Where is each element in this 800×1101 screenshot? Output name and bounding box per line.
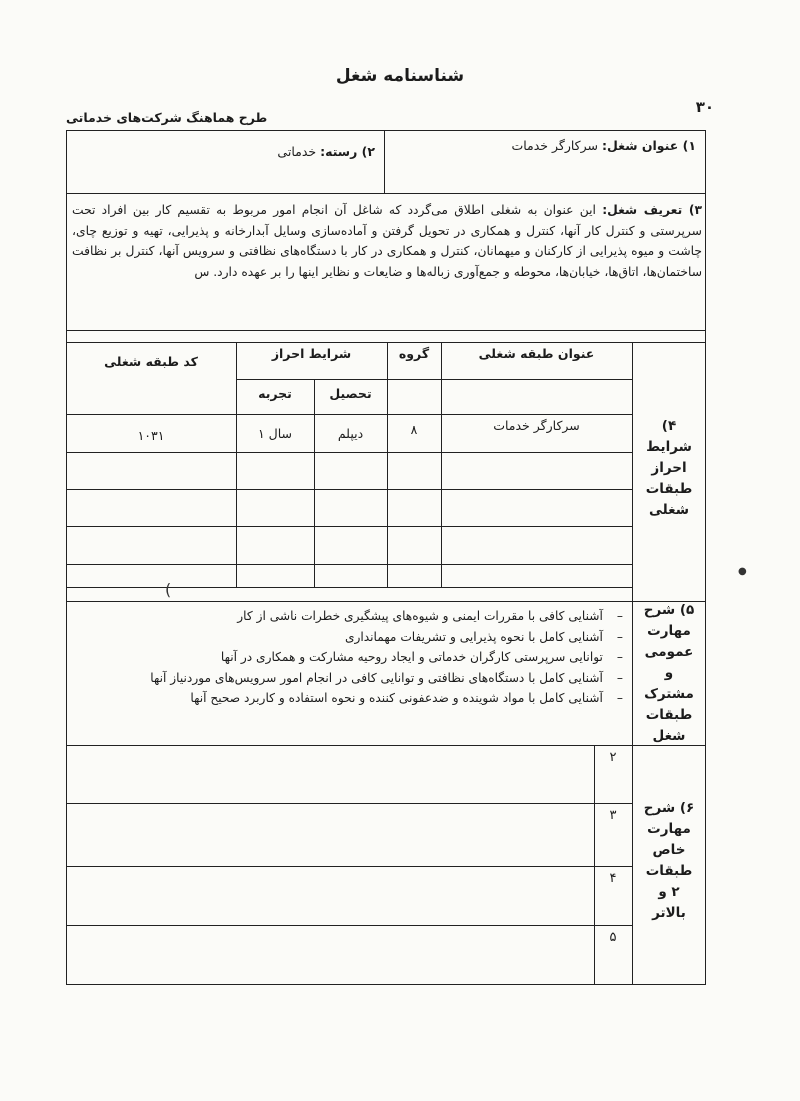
job-definition [72, 200, 702, 282]
skill-row-number: ۴ [609, 871, 617, 886]
section4-label: ۴) شرایط احراز طبقات شغلی [645, 418, 693, 518]
category-value: خدماتی [277, 144, 317, 159]
plan-title: طرح هماهنگ شرکت‌های خدماتی [66, 110, 268, 125]
list-item: – توانایی سرپرستی کارگران خدماتی و ایجاد روحیه مشارکت و همکاری در آنها [150, 647, 623, 668]
header-group: گروه [398, 346, 430, 361]
skill-row-number: ۳ [609, 808, 617, 823]
header-experience: تجربه [258, 386, 292, 401]
header-education: تحصیل [329, 386, 372, 401]
row-job-class-code: ۱۰۳۱ [137, 428, 165, 443]
header-qualifications: شرایط احراز [271, 346, 352, 361]
skill-row-number: ۵ [609, 930, 617, 945]
definition-label: ۳) تعریف شغل: [602, 203, 702, 217]
list-item: – آشنایی کافی با مقررات ایمنی و شیوه‌های پیشگیری خطرات ناشی از کار [150, 606, 623, 627]
header-job-class-title: عنوان طبقه شغلی [478, 346, 595, 361]
job-title-value: سرکارگر خدمات [511, 138, 599, 153]
list-item: – آشنایی کامل با نحوه پذیرایی و تشریفات مهمانداری [150, 627, 623, 648]
category-label: ۲) رسته: [320, 144, 375, 159]
category-field [277, 144, 375, 159]
page-title: شناسنامه شغل [335, 66, 465, 86]
row-job-class-title: سرکارگر خدمات [493, 418, 580, 433]
section5-label: ۵) شرح مهارت عمومی و مشترک طبقات شغل [643, 602, 695, 744]
list-item: – آشنایی کامل با مواد شوینده و ضدعفونی کننده و نحوه استفاده و کاربرد صحیح آنها [150, 688, 623, 709]
job-title-field [511, 138, 696, 153]
section6-label: ۶) شرح مهارت خاص طبقات ۲ و بالاتر [643, 800, 695, 921]
job-title-label: ۱) عنوان شغل: [602, 138, 696, 153]
header-job-class-code: کد طبقه شغلی [104, 354, 198, 369]
scan-mark: ( [165, 580, 172, 599]
list-item: – آشنایی کامل با دستگاه‌های نظافتی و توانایی کافی در انجام امور سرویس‌های موردنیاز آنها [150, 668, 623, 689]
scan-mark: ● [738, 566, 747, 577]
general-skills-list [150, 606, 623, 709]
row-education: دیپلم [337, 426, 364, 441]
page-number: ۳۰ [695, 98, 714, 116]
skill-row-number: ۲ [609, 750, 617, 765]
row-group: ۸ [410, 422, 418, 437]
definition-text: این عنوان به شغلی اطلاق می‌گردد که شاغل آن انجام امور مربوط به تقسیم کار بین افراد تحت سرپرستی و کنترل کار آنها، کنترل و همکاری در تحویل گرفتن و آماده‌سازی وسایل آبدارخانه و پذیرایی، تهیه و توزیع چای، چاشت و میوه پذیرایی از کارکنان و میهمانان، کنترل و همکاری در کار با دستگاه‌های نظافتی و سرویس آنها، کنترل بر نظافت ساختمان‌ها، اتاق‌ها، خیابان‌ها، محوطه و جمع‌آوری زباله‌ها و ضایعات و نظایر اینها را بر عهده دارد. س [72, 203, 702, 279]
row-experience: ۱ سال [257, 426, 293, 441]
